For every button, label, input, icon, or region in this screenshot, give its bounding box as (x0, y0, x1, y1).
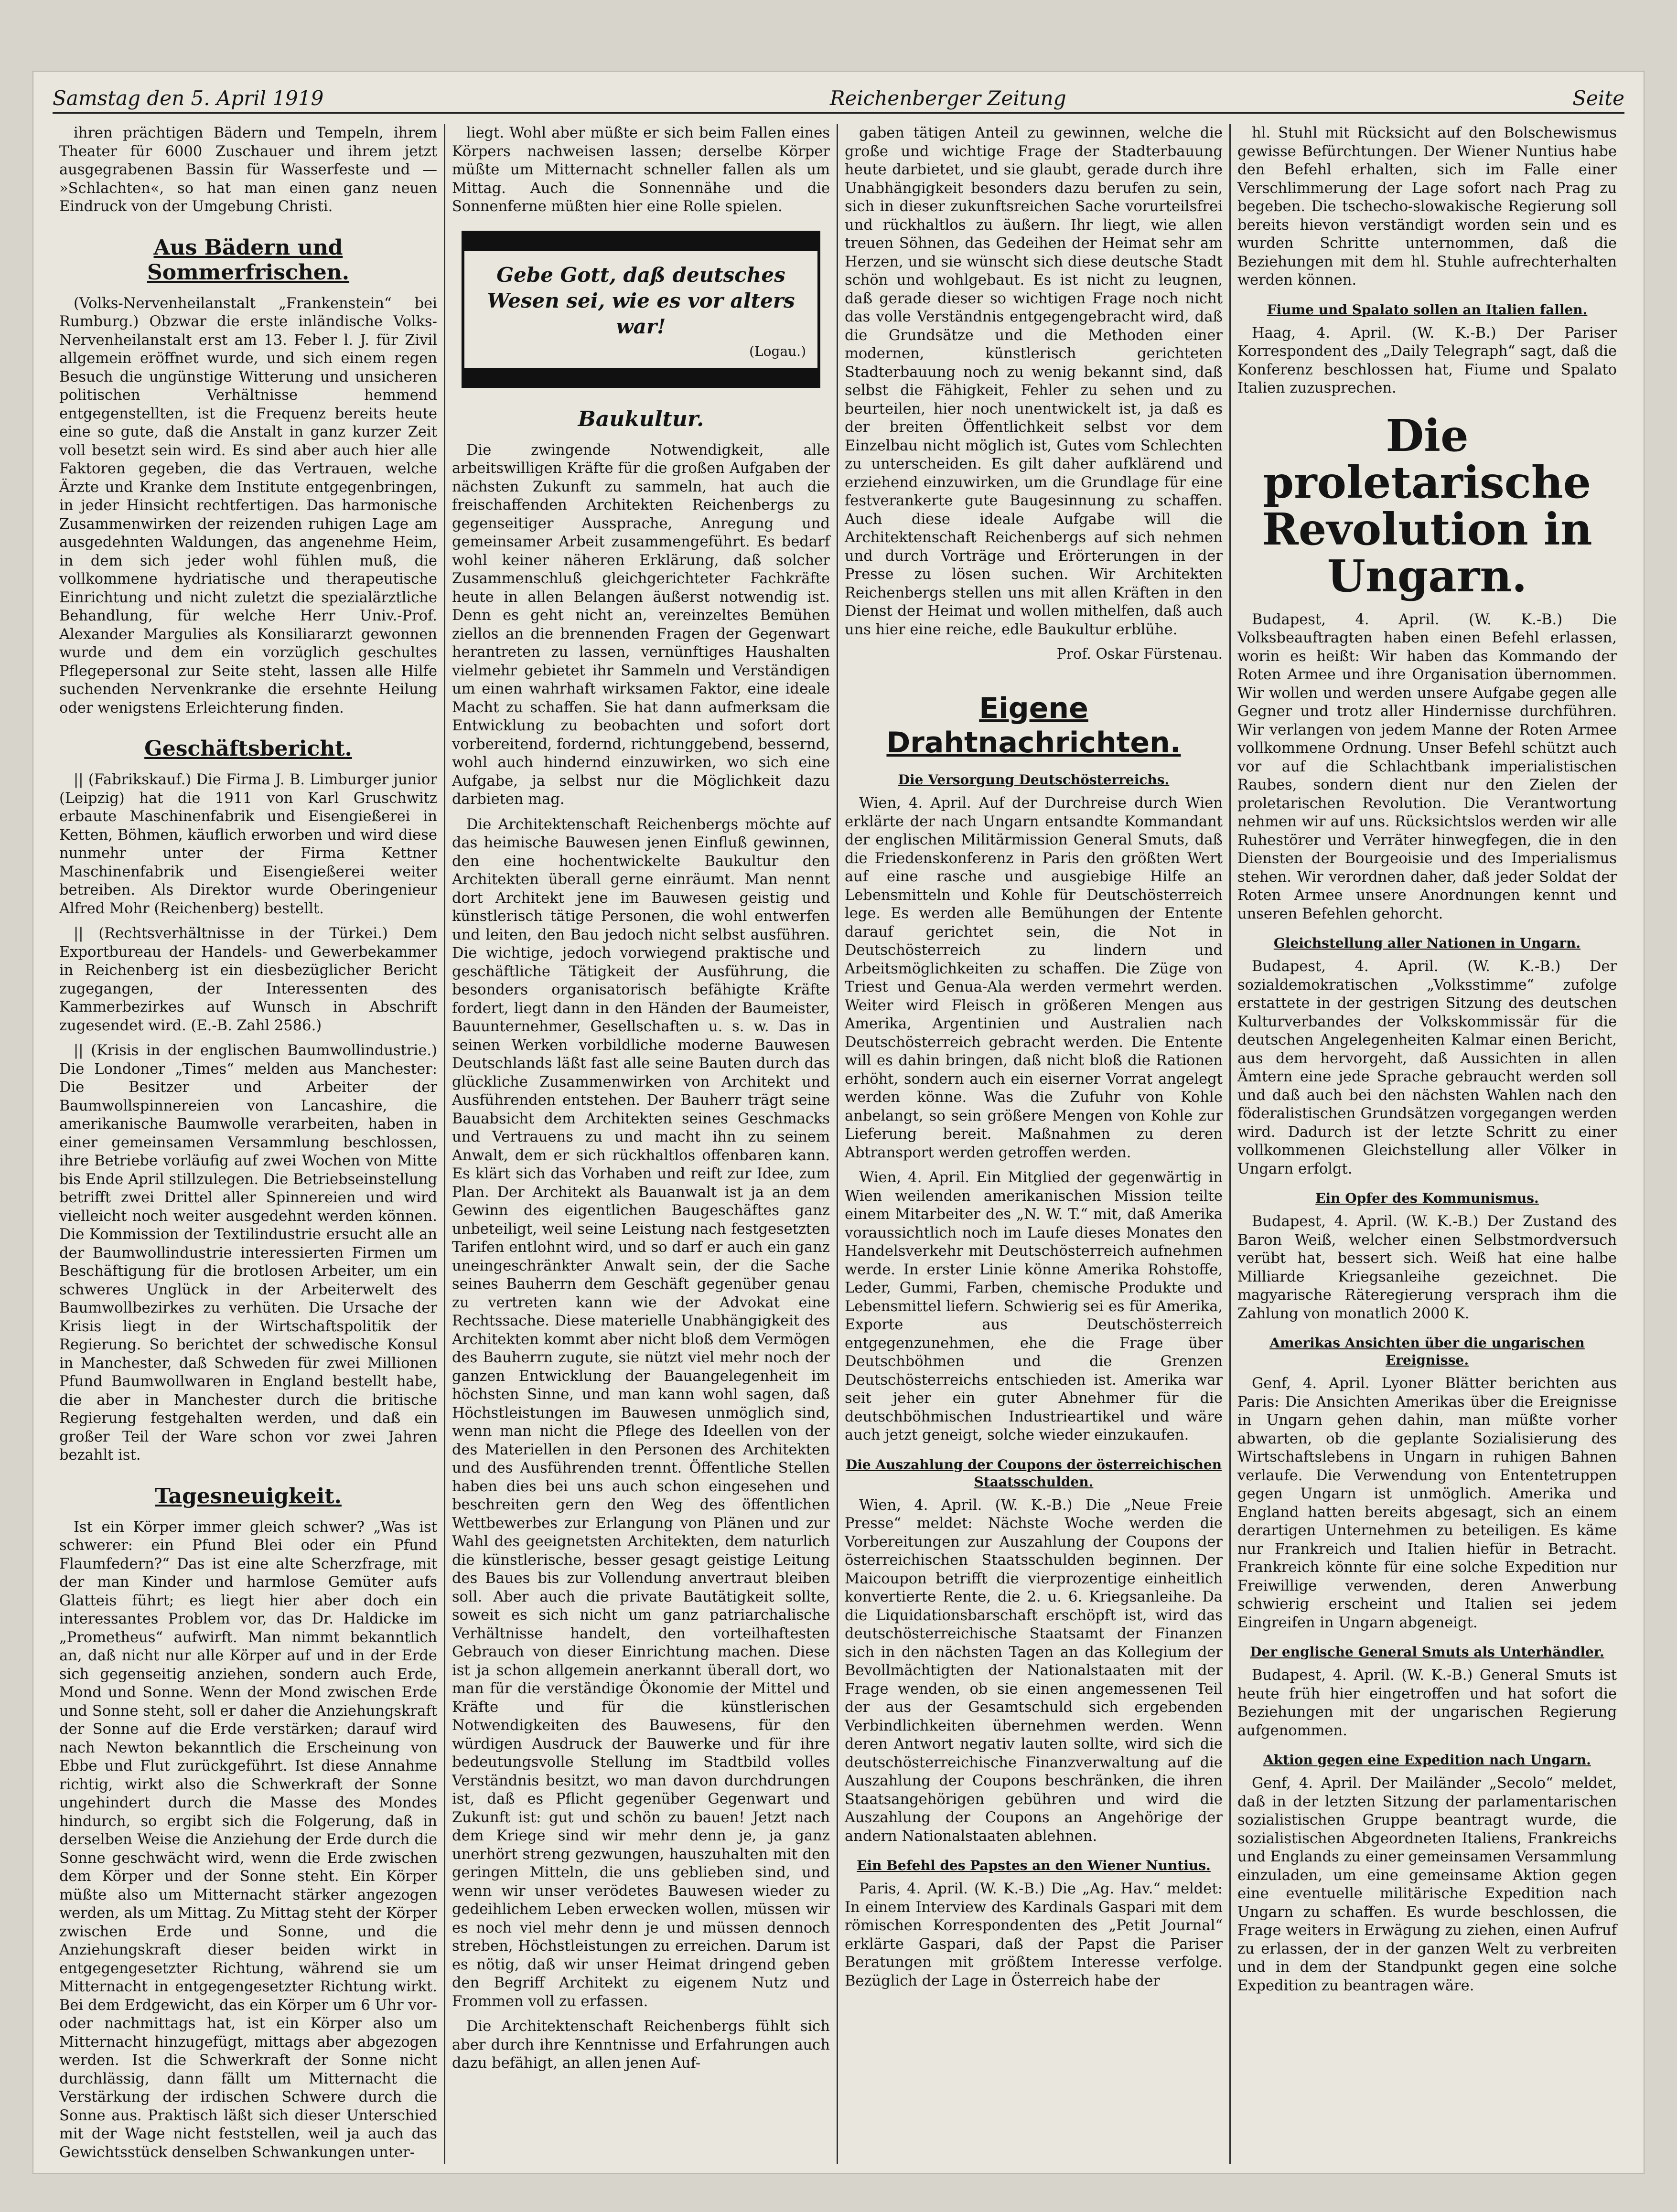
news-headline: Amerikas Ansichten über die ungarischen Ereignisse. (1269, 1335, 1585, 1368)
column-2 (445, 124, 838, 2164)
masthead-page-number: Seite (1572, 86, 1624, 110)
section-heading: Aus Bädern und Sommerfrischen. (147, 235, 350, 285)
article-paragraph: || (Krisis in der englischen Baumwollindustrie.) Die Londoner „Times“ melden aus Manchester: Die Besitzer und Arbeiter der Baumwollspinnereien von Lancashire, die amerikanische Baumwolle verarbeiten, haben in einer gemeinsamen Versammlung beschlossen, ihre Betriebe vorläufig auf zwei Wochen von Mitte bis Ende April stillzulegen. Die Betriebseinstellung betrifft zwei Drittel aller Spinnereien und wird vielleicht noch weiter ausgedehnt werden können. Die Kommission der Textilindustrie ersucht alle an der Baumwollindustrie interessierten Firmen um Beschäftigung für die brotlosen Arbeiter, um ein schweres Unglück in der Arbeiterwelt des Baumwollbezirkes zu verhüten. Die Ursache der Krisis liegt in der Wirtschaftspolitik der Regierung. So berichtet der schwedische Konsul in Manchester, daß Schweden für zwei Millionen Pfund Baumwollwaren in England bestellt habe, die aber in Manchester durch die britische Regierung festgehalten werden, und daß ein großer Teil der Ware schon vor zwei Jahren bezahlt ist. (59, 1042, 437, 1464)
article-continuation: liegt. Wohl aber müßte er sich beim Fallen eines Körpers nachweisen lassen; derselbe Körper müßte um Mitternacht schneller fallen als um Mittag. Auch die Sonnennähe und die Sonnenferne müßten hier eine Rolle spielen. (452, 125, 830, 215)
news-paragraph: Paris, 4. April. (W. K.-B.) Die „Ag. Hav.“ meldet: In einem Interview des Kardinals Gaspari mit dem römischen Korrespondenten des „Petit Journal“ erklärte Gaspari, daß der Papst die Pariser Beratungen mit größtem Interesse verfolge. Bezüglich der Lage in Österreich habe der (845, 1881, 1223, 1989)
news-paragraph: Wien, 4. April. Ein Mitglied der gegenwärtig in Wien weilenden amerikanischen Mission teilte einem Mitarbeiter des „N. W. T.“ mit, daß Amerika voraussichtlich noch im Laufe dieses Monates den Handelsverkehr mit Deutschösterreich aufnehmen werde. In erster Linie könne Amerika Rohstoffe, Leder, Gummi, Farben, chemische Produkte und Lebensmittel liefern. Schwierig sei es für Amerika, Exporte aus Deutschösterreich entgegenzunehmen, ehe die Frage über Deutschböhmen und die Grenzen Deutschösterreichs entschieden ist. Amerika war seit jeher ein guter Abnehmer für die deutschböhmischen Industrieartikel und wäre auch jetzt geneigt, solche wieder einzukaufen. (845, 1169, 1223, 1443)
news-paragraph: Wien, 4. April. Auf der Durchreise durch Wien erklärte der nach Ungarn entsandte Kommandant der englischen Militärmission General Smuts, daß die Friedenskonferenz in Paris den größten Wert auf eine rasche und ausgiebige Hilfe an Lebensmitteln und Kohle für Deutschösterreich lege. Es werden alle Bemühungen der Entente darauf gerichtet sein, die Not in Deutschösterreich zu lindern und Arbeitsmöglichkeiten zu schaffen. Die Züge von Triest und Genua-Ala werden vermehrt werden. Weiter wird Fleisch in größeren Mengen aus Amerika, Argentinien und Australien nach Deutschösterreich gebracht werden. Die Entente will es dahin bringen, daß nicht bloß die Rationen erhöht, sondern auch ein eiserner Vorrat angelegt werden könne. Was die Zufuhr von Kohle anbelangt, so sein größere Mengen von Kohle zur Lieferung bereit. Maßnahmen zu deren Abtransport werden getroffen werden. (845, 795, 1223, 1161)
article-continuation: gaben tätigen Anteil zu gewinnen, welche die große und wichtige Frage der Stadterbauung heute darbietet, und sie glaubt, gerade durch ihre Unabhängigkeit besonders dazu berufen zu sein, sich in dieser zukunftsreichen Sache vorurteilsfrei und rückhaltlos zu äußern. Ihr liegt, wie allen treuen Söhnen, das Gedeihen der Heimat sehr am Herzen, und sie wünscht sich diese deutsche Stadt schön und wohlgebaut. Es ist nicht zu leugnen, daß gerade dieser so wichtigen Frage noch nicht das volle Verständnis entgegengebracht wird, daß die Grundsätze und die Methoden einer modernen, künstlerisch gerichteten Stadterbauung noch zu wenig bekannt sind, daß selbst die Fähigkeit, Fehler zu sehen und zu beurteilen, hier noch unentwickelt ist, ja daß es der breiten Öffentlichkeit selbst vor dem Einzelbau nicht möglich ist, Gutes vom Schlechten zu unterscheiden. Es gilt daher aufklärend und erziehend einzuwirken, um die Grundlage für eine festverankerte gute Baugesinnung zu schaffen. Auch diese ideale Aufgabe will die Architektenschaft Reichenbergs auf sich nehmen und durch Vorträge und Erörterungen in der Presse zu lösen suchen. Wir Architekten Reichenbergs stellen uns mit allen Kräften in den Dienst der Heimat und wollen mithelfen, daß auch uns hier eine reiche, edle Baukultur erblühe. (845, 125, 1223, 638)
section-heading: Tagesneuigkeit. (155, 1484, 342, 1508)
news-headline: Aktion gegen eine Expedition nach Ungarn. (1263, 1752, 1591, 1768)
news-continuation: hl. Stuhl mit Rücksicht auf den Bolschewismus gewisse Befürchtungen. Der Wiener Nuntius habe den Befehl erhalten, sich im Falle einer Verschlimmerung der Lage sofort nach Prag zu begeben. Die tschecho-slowakische Regierung soll bereits hievon verständigt worden sein und es wurden Schritte unternommen, daß die Beziehungen mit dem hl. Stuhle aufrechterhalten werden können. (1237, 125, 1617, 289)
column-4 (1231, 124, 1623, 2164)
article-paragraph: Die zwingende Notwendigkeit, alle arbeitswilligen Kräfte für die großen Aufgaben der nächsten Zukunft zu sammeln, hat auch die freischaffenden Architekten Reichenbergs zu gegenseitiger Aussprache, Anregung und gemeinsamer Arbeit zusammengeführt. Es bedarf wohl keiner näheren Erklärung, daß solcher Zusammenschluß gleichgerichteter Fachkräfte heute in allen Belangen äußerst notwendig ist. Denn es geht nicht an, vereinzeltes Bemühen ziellos an die brennenden Fragen der Gegenwart herantreten zu lassen, vernünftiges Haushalten vielmehr gebietet ihr Sammeln und Verständigen um einen wahrhaft wirksamen Faktor, eine ideale Macht zu schaffen. Sie hat dann aufmerksam die Entwicklung zu beobachten und sofort dort vorbereitend, fordernd, richtunggebend, bessernd, wohl auch hindernd einzuwirken, wo sich eine Aufgabe, ja selbst nur die Möglichkeit dazu darbieten mag. (452, 441, 830, 808)
column-3 (838, 124, 1231, 2164)
section-heading: Geschäftsbericht. (144, 737, 352, 761)
news-paragraph: Genf, 4. April. Der Mailänder „Secolo“ meldet, daß in der letzten Sitzung der parlamentarischen sozialistischen Gruppe beantragt wurde, die sozialistischen Abgeordneten Italiens, Frankreichs und Englands zu einer gemeinsamen Versammlung einzuladen, um eine gemeinsame Aktion gegen eine eventuelle militärische Expedition nach Ungarn zu schaffen. Es wurde beschlossen, die Frage weiters in Erwägung zu ziehen, einen Aufruf zu erlassen, der in der ganzen Welt zu verbreiten und in dem der Standpunkt gegen eine solche Expedition zu beantragen wäre. (1237, 1775, 1617, 1994)
article-paragraph: Die Architektenschaft Reichenbergs fühlt sich aber durch ihre Kenntnisse und Erfahrungen auch dazu befähigt, an allen jenen Auf- (452, 2018, 830, 2072)
article-continuation: ihren prächtigen Bädern und Tempeln, ihrem Theater für 6000 Zuschauer und ihrem jetzt ausgegrabenen Bassin für Wasserfeste und — »Schlachten«, so hat man einen ganz neuen Eindruck von der Umgebung Christi. (59, 125, 437, 215)
article-paragraph: Ist ein Körper immer gleich schwer? „Was ist schwerer: ein Pfund Blei oder ein Pfund Flaumfedern?“ Das ist eine alte Scherzfrage, mit der man Kinder und harmlose Gemüter aufs Glatteis führt; es liegt hier aber doch ein interessantes Problem vor, das Dr. Haldicke im „Prometheus“ aufwirft. Man nimmt bekanntlich an, daß nicht nur alle Körper auf und in der Erde sich gegenseitig anziehen, sondern auch Erde, Mond und Sonne. Wenn der Mond zwischen Erde und Sonne steht, soll er daher die Anziehungskraft der Sonne auf die Erde verstärken; darauf wird nach Newton bekanntlich die Erscheinung von Ebbe und Flut zurückgeführt. Ist diese Annahme richtig, wirkt also die Schwerkraft der Sonne ungehindert durch die Masse des Mondes hindurch, so ergibt sich die Folgerung, daß in derselben Weise die Anziehung der Erde durch die Sonne geschwächt wird, wenn die Erde zwischen dem Körper und der Sonne steht. Ein Körper müßte also um Mitternacht stärker angezogen werden, als um Mittag. Zu Mittag steht der Körper zwischen Erde und Sonne, und die Anziehungskraft dieser beiden wirkt in entgegengesetzter Richtung, während sie um Mitternacht in entgegengesetzter Richtung wirkt. Bei dem Erdgewicht, das ein Körper um 6 Uhr vor- oder nachmittags hat, ist ein Körper also um Mitternacht hinzugefügt, mittags aber abgezogen werden. Ist die Schwerkraft der Sonne nicht durchlässig, dann fällt um Mitternacht die Verstärkung der irdischen Schwere durch die Sonne aus. Praktisch läßt sich dieser Unterschied mit der Wage nicht feststellen, weil ja auch das Gewichtsstück denselben Schwankungen unter- (59, 1518, 437, 2161)
news-paragraph: Budapest, 4. April. (W. K.-B.) Die Volksbeauftragten haben einen Befehl erlassen, worin es heißt: Wir haben das Kommando der Roten Armee und ihre Organisation übernommen. Wir wollen und werden unsere Aufgabe gegen alle Gegner und trotz aller Hindernisse durchführen. Wir verlangen von jedem Manne der Roten Armee vollkommene Ordnung. Unser Befehl schützt auch vor auf die Schlachtbank imperialistischen Raubes, sondern dient nur den Zielen der proletarischen Revolution. Die Verantwortung nehmen wir auf uns. Rücksichtslos werden wir alle Ruhestörer und Verräter hinwegfegen, die in den Diensten der Bourgeoisie und des Imperialismus stehen. Wir verordnen daher, daß jeder Soldat der Roten Armee unsere Anordnungen kennt und unseren Befehlen gehorcht. (1237, 611, 1617, 922)
motto-source: (Logau.) (749, 343, 806, 359)
news-paragraph: Budapest, 4. April. (W. K.-B.) Der Zustand des Baron Weiß, welcher einen Selbstmordversuch verübt hat, bessert sich. Weiß hat eine halbe Milliarde Kriegsanleihe gezeichnet. Die magyarische Räteregierung versprach ihm die Zahlung von monatlich 2000 K. (1237, 1213, 1617, 1322)
news-headline: Ein Befehl des Papstes an den Wiener Nuntius. (857, 1858, 1211, 1873)
section-banner: Eigene Drahtnachrichten. (886, 692, 1181, 759)
news-headline: Die Auszahlung der Coupons der österreichischen Staatsschulden. (845, 1456, 1222, 1490)
news-headline: Der englische General Smuts als Unterhändler. (1250, 1644, 1604, 1660)
author-signature: Prof. Oskar Fürstenau. (1056, 646, 1223, 663)
news-headline: Fiume und Spalato sollen an Italien fallen. (1267, 301, 1588, 318)
article-paragraph: Die Architektenschaft Reichenbergs möchte auf das heimische Bauwesen jenen Einfluß gewinnen, den eine hochentwickelte Baukultur den Architekten überall gerne einräumt. Man nennt dort Architekt jene im Bauwesen geistig und künstlerisch tätige Personen, die wohl entwerfen und leiten, den Bau jedoch nicht selbst ausführen. Die wichtige, jedoch vorwiegend praktische und geschäftliche Tätigkeit der Ausführung, die besonders organisatorisch befähigte Kräfte fordert, liegt dann in den Händen der Baumeister, Bauunternehmer, Gesellschaften u. s. w. Das in seinen Werken vorbildliche moderne Bauwesen Deutschlands läßt fast alle seine Bauten durch das glückliche Zusammenwirken von Architekt und Ausführenden entstehen. Der Bauherr trägt seine Bauabsicht dem Architekten seines Geschmacks und Vertrauens zu und macht ihn zu seinem Anwalt, dem er sich rückhaltlos offenbaren kann. Es klärt sich das Vorhaben und reift zur Idee, zum Plan. Der Architekt als Bauanwalt ist ja an dem Gewinn des eigentlichen Baugeschäftes ganz unbeteiligt, weil seine Leistung nach festgesetzten Tarifen entlohnt wird, und so darf er auch ein ganz uneingeschränkter Anwalt sein, der die Sache seines Bauherrn dem Geschäft gegenüber genau zu vertreten kann wie der Advokat eine Rechtssache. Diese materielle Unabhängigkeit des Architekten kommt aber nicht bloß dem Vermögen des Bauherrn zugute, sie nützt viel mehr noch der ganzen Entwicklung der Bauangelegenheit im höchsten Sinne, und man kann wohl sagen, daß Höchstleistungen im Bauwesen unmöglich sind, wenn man nicht die Pflege des Ideellen von der des Materiellen in den Personen des Architekten und des Ausführenden trennt. Öffentliche Stellen haben dies bei uns auch schon eingesehen und beschreiten gern den Weg des öffentlichen Wettbewerbes zur Erlangung von Plänen und zur Wahl des geeignetsten Architekten, dem naturlich die künstlerische, besser gesagt geistige Leitung des Baues bis zur Vollendung anvertraut bleiben soll. Aber auch die private Bautätigkeit sollte, soweit es sich nicht um ganz patriarchalische Verhältnisse handelt, den vorteilhaftesten Gebrauch von dieser Einrichtung machen. Diese ist ja schon allgemein anerkannt überall dort, wo man für die verständige Ökonomie der Mittel und Kräfte und für die künstlerischen Notwendigkeiten des Bauwesens, für den würdigen Ausdruck der Bauwerke und für ihre bedeutungsvolle Stellung im Stadtbild volles Verständnis besitzt, wo man davon durchdrungen ist, daß es Pflicht gegenüber Gegenwart und Zukunft ist: gut und schön zu bauen! Jetzt nach dem Kriege sind wir mehr denn je, ja ganz unerhört streng gezwungen, hauszuhalten mit den geringen Mitteln, die uns geblieben sind, und wenn wir unser verödetes Bauwesen wieder zu gedeihlichem Leben erwecken wollen, müssen wir es noch viel mehr denn je und müssen dennoch streben, Höchstleistungen zu erreichen. Darum ist es nötig, daß wir unser Heimat dringend geben den Begriff Architekt zu eigenem Nutz und Frommen voll zu erfassen. (452, 816, 830, 2010)
news-paragraph: Wien, 4. April. (W. K.-B.) Die „Neue Freie Presse“ meldet: Nächste Woche werden die Vorbereitungen zur Auszahlung der Coupons der österreichischen Staatsschulden beginnen. Der Maicoupon betrifft die vierprozentige einheitlich konvertierte Rente, die 2. u. 6. Kriegsanleihe. Da die Liquidationsbarschaft erschöpft ist, wird das deutschösterreichische Staatsamt der Finanzen sich in den nächsten Tagen an das Kollegium der Bevollmächtigten der Nationalstaaten mit der Frage wenden, ob sie einen angemessenen Teil der aus der Gesamtschuld sich ergebenden Verbindlichkeiten übernehmen werden. Wenn deren Antwort negativ lauten sollte, wird sich die deutschösterreichische Finanzverwaltung auf die Auszahlung der Coupons beschränken, die ihren Staatsangehörigen gebühren und wird die Auszahlung der Coupons an Angehörige der andern Nationalstaaten ablehnen. (845, 1496, 1223, 1845)
news-paragraph: Haag, 4. April. (W. K.-B.) Der Pariser Korrespondent des „Daily Telegraph“ sagt, daß die Konferenz beschlossen hat, Fiume und Spalato Italien zuzusprechen. (1237, 324, 1617, 396)
news-headline: Die Versorgung Deutschösterreichs. (898, 772, 1170, 788)
news-headline: Gleichstellung aller Nationen in Ungarn. (1273, 935, 1581, 951)
article-title: Baukultur. (578, 406, 704, 431)
masthead (53, 84, 1624, 114)
news-paragraph: Budapest, 4. April. (W. K.-B.) General Smuts ist heute früh hier eingetroffen und hat sofort die Beziehungen mit der ungarischen Regierung aufgenommen. (1237, 1667, 1617, 1739)
article-paragraph: || (Fabrikskauf.) Die Firma J. B. Limburger junior (Leipzig) hat die 1911 von Karl Gruschwitz erbaute Maschinenfabrik und Eisengießerei in Ketten, Böhmen, käuflich erworben und wird diese nunmehr unter der Firma Kettner Maschinenfabrik und Eisengießerei weiter betreiben. Als Direktor wurde Oberingenieur Alfred Mohr (Reichenberg) bestellt. (59, 771, 437, 917)
motto-quote: Gebe Gott, daß deutsches Wesen sei, wie es vor alters war! (487, 263, 795, 338)
masthead-date: Samstag den 5. April 1919 (53, 86, 324, 110)
news-paragraph: Genf, 4. April. Lyoner Blätter berichten aus Paris: Die Ansichten Amerikas über die Ereignisse in Ungarn gehen dahin, man müßte vorher abwarten, ob die geplante Sozialisierung des Wirtschaftslebens in Ungarn in ruhigen Bahnen verlaufe. Die Verwendung von Ententetruppen gegen Ungarn ist unmöglich. Amerika und England hatten bereits abgesagt, sich an einem derartigen Unternehmen zu beteiligen. Es käme nur Frankreich und Italien hiefür in Betracht. Frankreich könnte für eine solche Expedition nur Freiwillige verwenden, deren Anwerbung schwierig erscheint und Italien sei jedem Eingreifen in Ungarn abgeneigt. (1237, 1375, 1617, 1631)
article-paragraph: || (Rechtsverhältnisse in der Türkei.) Dem Exportbureau der Handels- und Gewerbekammer in Reichenberg ist ein diesbezüglicher Bericht zugegangen, der Interessenten des Kammerbezirkes auf Wunsch in Abschrift zugesendet wird. (E.-B. Zahl 2586.) (59, 925, 437, 1034)
motto-box-bar-top (464, 234, 817, 251)
news-paragraph: Budapest, 4. April. (W. K.-B.) Der sozialdemokratischen „Volksstimme“ zufolge erstattete in der gestrigen Sitzung des deutschen Kulturverbandes der Volkskommissär für die deutschen Angelegenheiten Kalmar einen Bericht, aus dem hervorgeht, daß Aussichten in allen Ämtern eine jede Sprache gebraucht werden soll und daß auch bei den nächsten Wahlen nach den föderalistischen Grundsätzen vorgegangen werden wird. Dadurch ist der letzte Schritt zu einer vollkommenen Gleichstellung aller Völker in Ungarn erfolgt. (1237, 958, 1617, 1177)
news-headline: Ein Opfer des Kommunismus. (1315, 1190, 1539, 1206)
motto-box (462, 231, 820, 388)
motto-box-bar-bottom (464, 368, 817, 385)
column-1 (53, 124, 445, 2164)
article-paragraph: (Volks-Nervenheilanstalt „Frankenstein“ bei Rumburg.) Obzwar die erste inländische Volks-Nervenheilanstalt erst am 13. Feber l. J. für Zivil allgemein eröffnet wurde, und sich einem regen Besuch die ungünstige Witterung und unsicheren politischen Verhältnisse hemmend entgegenstellten, ist die Frequenz bereits heute eine so gute, daß die Anstalt in ganz kurzer Zeit voll besetzt sein wird. Es sind aber auch hier alle Faktoren gegeben, die das Vertrauen, welche Ärzte und Kranke dem Institute entgegenbringen, in jeder Hinsicht rechtfertigen. Das harmonische Zusammenwirken der reizenden ruhigen Lage am ausgedehnten Waldungen, das angenehme Heim, in dem sich jeder wohl fühlen muß, die vollkommene hydriatische und therapeutische Einrichtung und nicht zuletzt die spezialärztliche Behandlung, für welche Herr Univ.-Prof. Alexander Margulies als Konsiliararzt gewonnen wurde und dem ein vorzüglich geschultes Pflegepersonal zur Seite steht, lassen alle Hilfe suchenden Nervenkranke die ersehnte Heilung oder wenigstens Erleichterung finden. (59, 295, 437, 716)
major-headline: Die proletarische Revolution in Ungarn. (1262, 409, 1592, 602)
article-columns (53, 124, 1624, 2164)
masthead-paper-title: Reichenberger Zeitung (829, 86, 1066, 110)
